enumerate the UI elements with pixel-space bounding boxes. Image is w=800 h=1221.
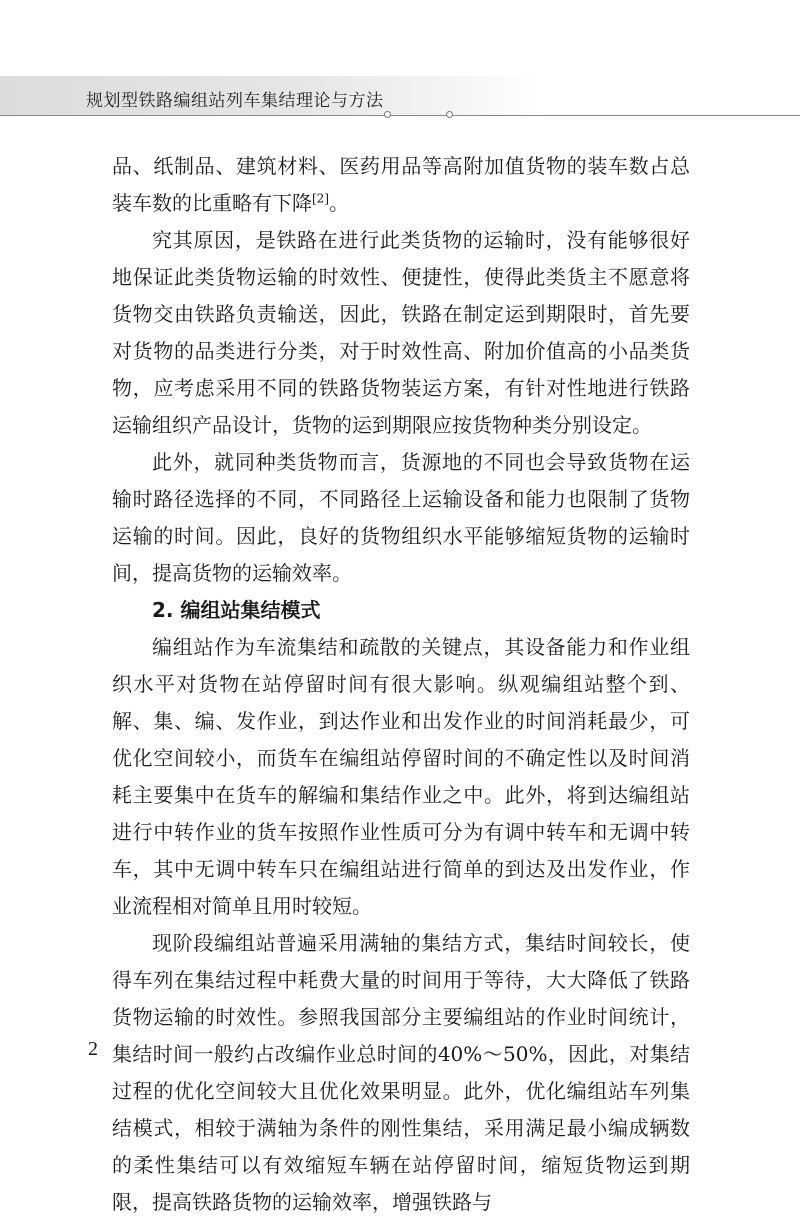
paragraph-route: 此外，就同种类货物而言，货源地的不同也会导致货物在运输时路径选择的不同，不同路径上运输设备和能力也限制了货物运输的时间。因此，良好的货物组织水平能够缩短货物的运输时间，提高货物的运输效率。: [112, 450, 690, 585]
section-heading: 2. 编组站集结模式: [152, 598, 321, 622]
paragraph-text: 品、纸制品、建筑材料、医药用品等高附加值货物的装车数占总装车数的比重略有下降: [112, 154, 690, 215]
paragraph-reasons: 究其原因，是铁路在进行此类货物的运输时，没有能够很好地保证此类货物运输的时效性、便捷性，使得此类货主不愿意将货物交由铁路负责输送，因此，铁路在制定运到期限时，首先要对货物的品类进行分类，对于时效性高、附加价值高的小品类货物，应考虑采用不同的铁路货物装运方案，有针对性地进行铁路运输组织产品设计，货物的运到期限应按货物种类分别设定。: [112, 228, 690, 437]
page-number: 2: [88, 1038, 98, 1060]
paragraph-continued: [112, 148, 690, 222]
paragraph-tail: 。: [329, 191, 349, 215]
running-header: [0, 76, 800, 124]
page-body: [112, 148, 690, 1221]
paragraph-collection: 现阶段编组站普遍采用满轴的集结方式，集结时间较长，使得车列在集结过程中耗费大量的时间用于等待，大大降低了铁路货物运输的时效性。参照我国部分主要编组站的作业时间统计，集结时间一般约占改编作业总时间的40%～50%，因此，对集结过程的优化空间较大且优化效果明显。此外，优化编组站车列集结模式，相较于满轴为条件的刚性集结，采用满足最小编成辆数的柔性集结可以有效缩短车辆在站停留时间，缩短货物运到期限，提高铁路货物的运输效率，增强铁路与: [112, 931, 690, 1214]
header-ornament-dot: [446, 111, 453, 118]
header-rule: [0, 115, 800, 116]
header-ornament-dot: [384, 111, 391, 118]
book-title: 规划型铁路编组站列车集结理论与方法: [86, 91, 384, 111]
paragraph-yard: 编组站作为车流集结和疏散的关键点，其设备能力和作业组织水平对货物在站停留时间有很大影响。纵观编组站整个到、解、集、编、发作业，到达作业和出发作业的时间消耗最少，可优化空间较小，而货车在编组站停留时间的不确定性以及时间消耗主要集中在货车的解编和集结作业之中。此外，将到达编组站进行中转作业的货车按照作业性质可分为有调中转车和无调中转车，其中无调中转车只在编组站进行简单的到达及出发作业，作业流程相对简单且用时较短。: [112, 635, 690, 918]
citation-marker: [2]: [312, 191, 329, 206]
